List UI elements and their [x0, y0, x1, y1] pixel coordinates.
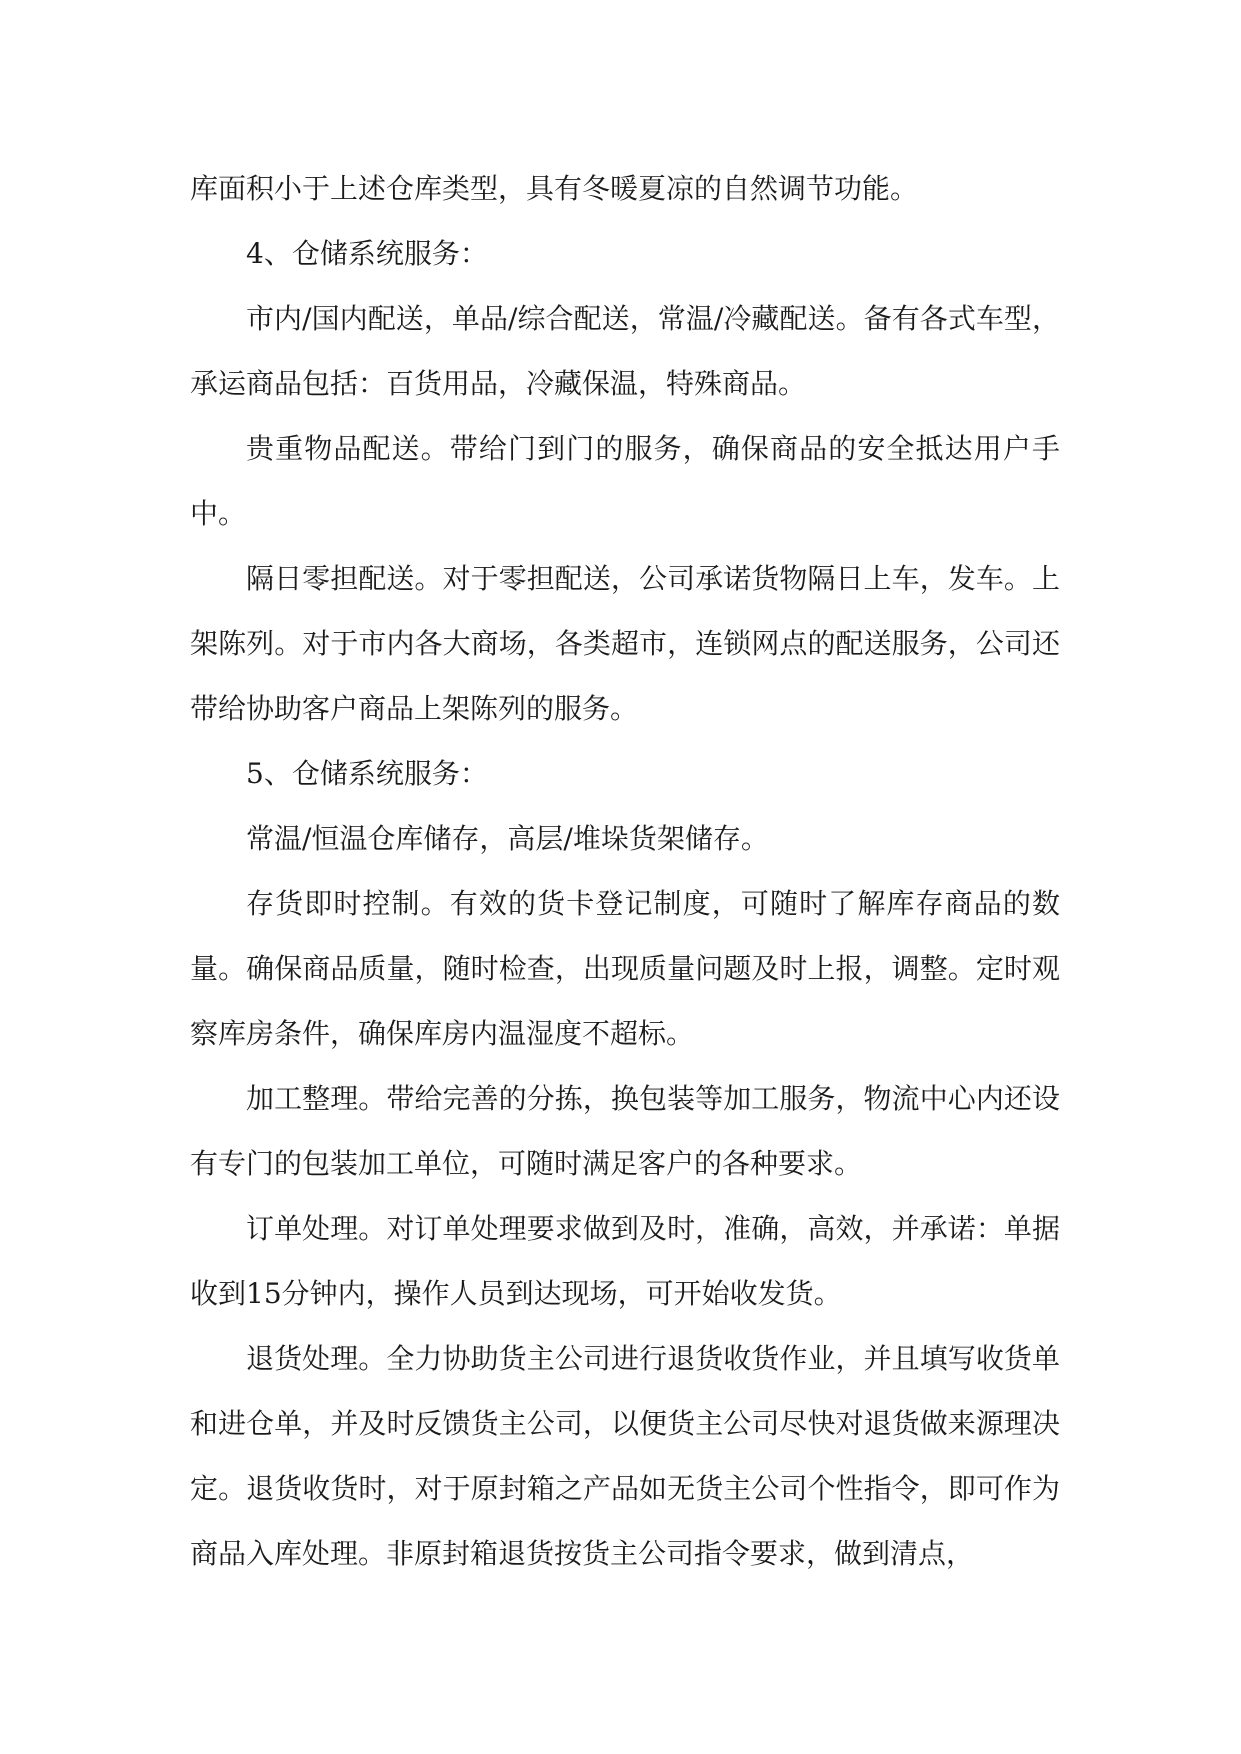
paragraph-returns-handling: 退货处理。全力协助货主公司进行退货收货作业，并且填写收货单和进仓单，并及时反馈货主公司，以便货主公司尽快对退货做来源理决定。退货收货时，对于原封箱之产品如无货主公司个性指令，即可作为商品入库处理。非原封箱退货按货主公司指令要求，做到清点， [190, 1342, 1060, 1570]
paragraph-valuables-delivery: 贵重物品配送。带给门到门的服务，确保商品的安全抵达用户手中。 [190, 432, 1060, 530]
paragraph-inventory-control: 存货即时控制。有效的货卡登记制度，可随时了解库存商品的数量。确保商品质量，随时检查，出现质量问题及时上报，调整。定时观察库房条件，确保库房内温湿度不超标。 [190, 887, 1060, 1050]
paragraph-warehouse-area: 库面积小于上述仓库类型，具有冬暖夏凉的自然调节功能。 [190, 172, 919, 205]
document-body [190, 156, 1060, 1586]
heading-storage-service-5: 5、仓储系统服务： [246, 757, 488, 790]
paragraph-storage-types: 常温/恒温仓库储存，高层/堆垛货架储存。 [246, 822, 769, 855]
paragraph-order-handling: 订单处理。对订单处理要求做到及时，准确，高效，并承诺：单据收到15分钟内，操作人员到达现场，可开始收发货。 [190, 1212, 1060, 1310]
paragraph-delivery-types: 市内/国内配送，单品/综合配送，常温/冷藏配送。备有各式车型，承运商品包括：百货用品，冷藏保温，特殊商品。 [190, 302, 1060, 400]
paragraph-processing: 加工整理。带给完善的分拣，换包装等加工服务，物流中心内还设有专门的包装加工单位，可随时满足客户的各种要求。 [190, 1082, 1060, 1180]
paragraph-less-than-load: 隔日零担配送。对于零担配送，公司承诺货物隔日上车，发车。上架陈列。对于市内各大商场，各类超市，连锁网点的配送服务，公司还带给协助客户商品上架陈列的服务。 [190, 562, 1060, 725]
heading-storage-service-4: 4、仓储系统服务： [246, 237, 488, 270]
